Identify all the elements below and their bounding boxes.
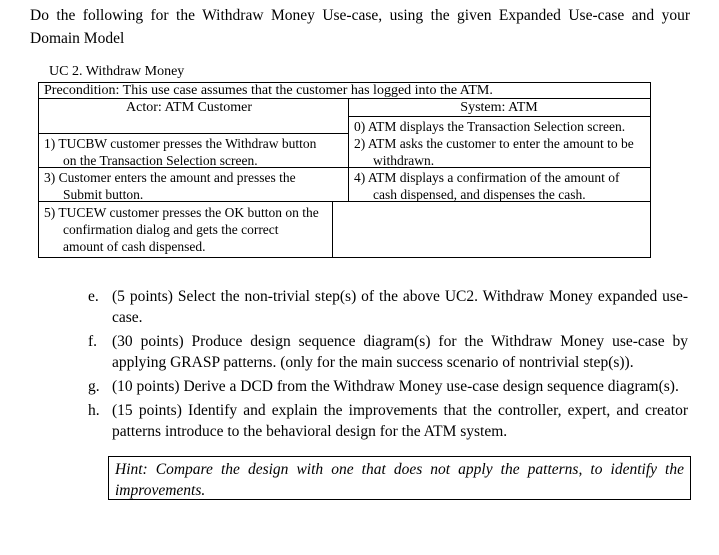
- hint-box: Hint: Compare the design with one that does not apply the patterns, to identify the improvements.: [108, 456, 691, 500]
- question-e-text: (5 points) Select the non-trivial step(s) of the above UC2. Withdraw Money expanded use-case.: [112, 288, 688, 326]
- system-step-0-text: 0) ATM displays the Transaction Selection screen.: [354, 119, 626, 134]
- actor-step-1-continuation: on the Transaction Selection screen.: [63, 153, 258, 168]
- system-step-4-continuation: cash dispensed, and dispenses the cash.: [373, 187, 586, 202]
- system-step-0: [354, 118, 650, 135]
- use-case-title: UC 2. Withdraw Money: [49, 64, 185, 79]
- precondition-row: Precondition: This use case assumes that the customer has logged into the ATM.: [39, 83, 650, 99]
- actor-step-3: [44, 169, 334, 203]
- question-list: [88, 286, 688, 445]
- system-column-header: System: ATM: [460, 100, 538, 115]
- column-divider-lower: [332, 201, 333, 257]
- actor-step-1: [44, 135, 334, 169]
- question-e-label: e.: [88, 288, 99, 305]
- column-divider: [348, 99, 349, 201]
- system-step-2-continuation: withdrawn.: [373, 153, 435, 168]
- actor-step-3-continuation: Submit button.: [63, 187, 144, 202]
- question-e: [88, 286, 688, 328]
- system-step-2-text: 2) ATM asks the customer to enter the amount to be: [354, 136, 634, 151]
- system-step-4: [354, 169, 650, 203]
- system-step-4-text: 4) ATM displays a confirmation of the amount of: [354, 170, 620, 185]
- system-step-2: [354, 135, 650, 169]
- question-h-text: (15 points) Identify and explain the improvements that the controller, expert, and creator patterns introduce to the behavioral design for the ATM system.: [112, 402, 688, 440]
- question-g-label: g.: [88, 378, 100, 395]
- actor-step-1-text: 1) TUCBW customer presses the Withdraw button: [44, 136, 317, 151]
- question-f-label: f.: [88, 333, 98, 350]
- system-header-rule: [348, 116, 650, 117]
- actor-step-3-text: 3) Customer enters the amount and presses the: [44, 170, 296, 185]
- question-g-text: (10 points) Derive a DCD from the Withdraw Money use-case design sequence diagram(s).: [112, 378, 679, 395]
- question-f-text: (30 points) Produce design sequence diagram(s) for the Withdraw Money use-case by applying GRASP patterns. (only for the main success scenario of nontrivial step(s)).: [112, 333, 688, 371]
- actor-header-rule: [39, 133, 348, 134]
- question-f: [88, 331, 688, 373]
- actor-step-5-text: 5) TUCEW customer presses the OK button on the: [44, 205, 319, 220]
- use-case-table: [38, 82, 651, 258]
- question-h: [88, 400, 688, 442]
- question-h-label: h.: [88, 402, 100, 419]
- actor-step-5-continuation: confirmation dialog and gets the correct amount of cash dispensed.: [63, 222, 279, 254]
- actor-step-5: [44, 204, 331, 255]
- question-g: [88, 376, 688, 397]
- actor-column-header: Actor: ATM Customer: [126, 100, 252, 115]
- instructions-paragraph: Do the following for the Withdraw Money Use-case, using the given Expanded Use-case and your Domain Model: [30, 7, 690, 47]
